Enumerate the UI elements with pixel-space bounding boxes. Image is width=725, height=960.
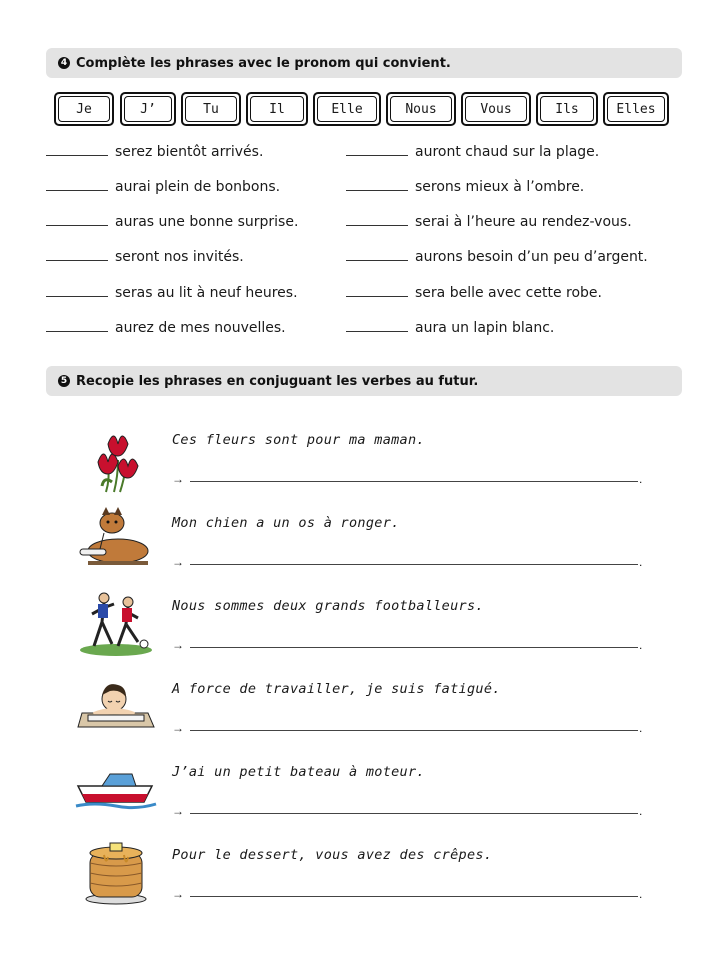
- end-dot: .: [639, 887, 643, 901]
- sentence-text: Mon chien a un os à ronger.: [172, 515, 400, 531]
- sentence-text: auras une bonne surprise.: [115, 214, 299, 230]
- pronoun-label: Tu: [185, 96, 237, 122]
- answer-blank[interactable]: [346, 321, 408, 332]
- pronoun-box: [536, 92, 598, 126]
- answer-blank[interactable]: [46, 180, 108, 191]
- sentence-text: Pour le dessert, vous avez des crêpes.: [172, 847, 493, 863]
- sentence-text: A force de travailler, je suis fatigué.: [172, 681, 501, 697]
- sentence-text: seras au lit à neuf heures.: [115, 285, 298, 301]
- answer-blank[interactable]: [346, 215, 408, 226]
- sentence-text: serez bientôt arrivés.: [115, 144, 264, 160]
- sentence-text: J’ai un petit bateau à moteur.: [172, 764, 425, 780]
- writing-line: [190, 647, 638, 648]
- answer-line[interactable]: [172, 887, 644, 901]
- pronoun-box: [386, 92, 456, 126]
- tired-child-icon: [74, 671, 158, 741]
- fill-sentence-right: [346, 320, 554, 336]
- pronoun-box: [54, 92, 114, 126]
- exercise-4-number: 4: [58, 57, 70, 69]
- fill-sentence-right: [346, 144, 599, 160]
- fill-sentence-left: [46, 285, 298, 301]
- sentence-text: sera belle avec cette robe.: [415, 285, 602, 301]
- end-dot: .: [639, 804, 643, 818]
- sentence-text: Nous sommes deux grands footballeurs.: [172, 598, 484, 614]
- fill-sentence-right: [346, 214, 632, 230]
- exercise-5-item: [0, 681, 725, 765]
- footballers-icon: [74, 588, 158, 658]
- fill-sentence-left: [46, 144, 263, 160]
- answer-blank[interactable]: [46, 215, 108, 226]
- answer-line[interactable]: [172, 472, 644, 486]
- sentence-text: serai à l’heure au rendez-vous.: [415, 214, 632, 230]
- sentence-text: seront nos invités.: [115, 249, 244, 265]
- exercise-4-header: [46, 48, 682, 78]
- arrow-icon: →: [172, 555, 184, 569]
- writing-line: [190, 813, 638, 814]
- sentence-text: auront chaud sur la plage.: [415, 144, 600, 160]
- sentence-text: aura un lapin blanc.: [415, 320, 555, 336]
- dog-icon: [74, 505, 158, 575]
- answer-blank[interactable]: [346, 180, 408, 191]
- writing-line: [190, 481, 638, 482]
- end-dot: .: [639, 555, 643, 569]
- pronoun-box: [313, 92, 381, 126]
- answer-blank[interactable]: [46, 145, 108, 156]
- writing-line: [190, 896, 638, 897]
- pronoun-label: Ils: [540, 96, 594, 122]
- fill-sentence-left: [46, 179, 280, 195]
- arrow-icon: →: [172, 638, 184, 652]
- pronoun-label: Vous: [465, 96, 527, 122]
- fill-sentence-right: [346, 285, 602, 301]
- writing-line: [190, 730, 638, 731]
- pronoun-box: [246, 92, 308, 126]
- fill-sentence-left: [46, 320, 286, 336]
- pronoun-label: Elles: [607, 96, 665, 122]
- arrow-icon: →: [172, 721, 184, 735]
- exercise-5-header: [46, 366, 682, 396]
- answer-blank[interactable]: [346, 250, 408, 261]
- arrow-icon: →: [172, 804, 184, 818]
- sentence-text: aurai plein de bonbons.: [115, 179, 281, 195]
- crepes-icon: [74, 835, 158, 905]
- answer-line[interactable]: [172, 721, 644, 735]
- pronoun-label: Je: [58, 96, 110, 122]
- fill-sentence-left: [46, 249, 244, 265]
- pronoun-box: [181, 92, 241, 126]
- sentence-text: serons mieux à l’ombre.: [415, 179, 585, 195]
- arrow-icon: →: [172, 472, 184, 486]
- exercise-4-instruction: Complète les phrases avec le pronom qui convient.: [76, 55, 451, 71]
- sentence-text: aurez de mes nouvelles.: [115, 320, 286, 336]
- exercise-5-item: [0, 515, 725, 599]
- answer-blank[interactable]: [346, 286, 408, 297]
- end-dot: .: [639, 472, 643, 486]
- pronoun-box: [603, 92, 669, 126]
- exercise-5-instruction: Recopie les phrases en conjuguant les verbes au futur.: [76, 373, 479, 389]
- fill-sentence-left: [46, 214, 298, 230]
- answer-line[interactable]: [172, 555, 644, 569]
- fill-sentence-right: [346, 249, 648, 265]
- answer-blank[interactable]: [346, 145, 408, 156]
- sentence-text: aurons besoin d’un peu d’argent.: [415, 249, 648, 265]
- exercise-5-item: [0, 847, 725, 931]
- pronoun-label: J’: [124, 96, 172, 122]
- writing-line: [190, 564, 638, 565]
- pronoun-box-row: [54, 92, 674, 126]
- arrow-icon: →: [172, 887, 184, 901]
- answer-blank[interactable]: [46, 321, 108, 332]
- pronoun-label: Elle: [317, 96, 377, 122]
- pronoun-label: Nous: [390, 96, 452, 122]
- exercise-5-item: [0, 598, 725, 682]
- motorboat-icon: [74, 756, 158, 826]
- answer-line[interactable]: [172, 638, 644, 652]
- fill-sentence-right: [346, 179, 584, 195]
- pronoun-box: [120, 92, 176, 126]
- end-dot: .: [639, 721, 643, 735]
- exercise-5-item: [0, 432, 725, 516]
- pronoun-label: Il: [250, 96, 304, 122]
- answer-blank[interactable]: [46, 286, 108, 297]
- exercise-5-number: 5: [58, 375, 70, 387]
- end-dot: .: [639, 638, 643, 652]
- answer-blank[interactable]: [46, 250, 108, 261]
- tulips-icon: [74, 424, 158, 494]
- sentence-text: Ces fleurs sont pour ma maman.: [172, 432, 425, 448]
- pronoun-box: [461, 92, 531, 126]
- answer-line[interactable]: [172, 804, 644, 818]
